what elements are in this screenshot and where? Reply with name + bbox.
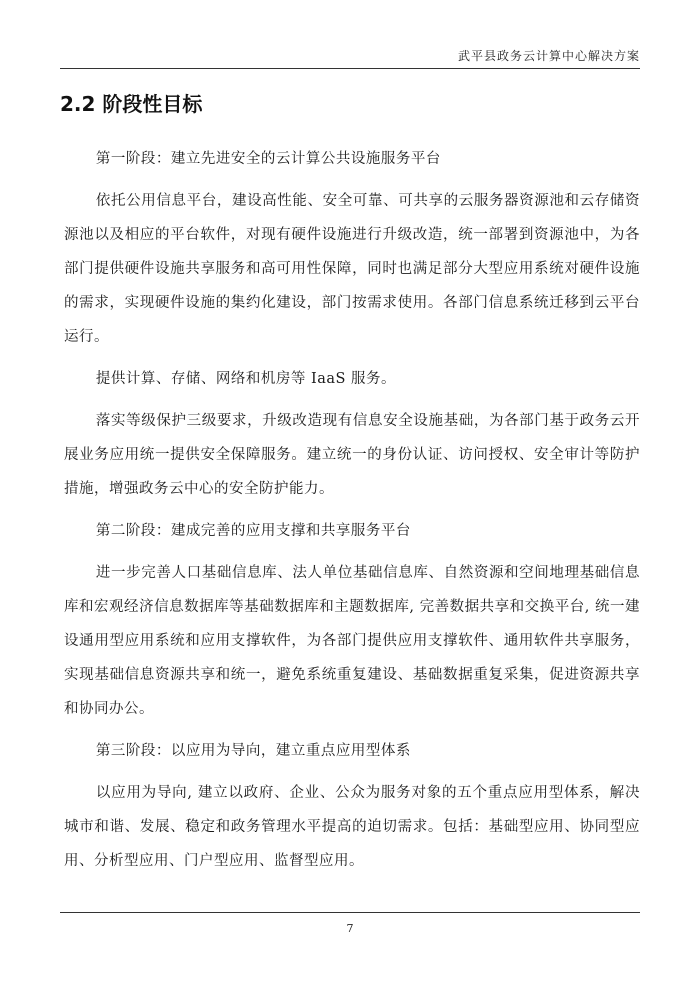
page-body (60, 88, 640, 886)
stage-one-heading: 第一阶段：建立先进安全的云计算公共设施服务平台 (95, 151, 441, 167)
stage-two-heading: 第二阶段：建成完善的应用支撑和共享服务平台 (95, 523, 411, 539)
body-paragraph: 依托公用信息平台，建设高性能、安全可靠、可共享的云服务器资源池和云存储资源池以及相应的平台软件，对现有硬件设施进行升级改造，统一部署到资源池中，为各部门提供硬件设施共享服务和高可用性保障，同时也满足部分大型应用系统对硬件设施的需求，实现硬件设施的集约化建设，部门按需求使用。各部门信息系统迁移到云平台运行。 (64, 193, 640, 345)
body-paragraph: 进一步完善人口基础信息库、法人单位基础信息库、自然资源和空间地理基础信息库和宏观经济信息数据库等基础数据库和主题数据库, 完善数据共享和交换平台, 统一建设通用型应用系统和应用支撑软件，为各部门提供应用支撑软件、通用软件共享服务，实现基础信息资源共享和统一，避免系统重复建设、基础数据重复采集，促进资源共享和协同办公。 (64, 565, 640, 717)
footer-divider (60, 912, 640, 913)
header-divider (60, 68, 640, 69)
body-paragraph: 落实等级保护三级要求，升级改造现有信息安全设施基础，为各部门基于政务云开展业务应用统一提供安全保障服务。建立统一的身份认证、访问授权、安全审计等防护措施，增强政务云中心的安全防护能力。 (64, 413, 640, 497)
section-title: 2.2 阶段性目标 (60, 92, 203, 116)
page-number: 7 (346, 922, 354, 935)
body-paragraph: 以应用为导向, 建立以政府、企业、公众为服务对象的五个重点应用型体系，解决城市和谐、发展、稳定和政务管理水平提高的迫切需求。包括：基础型应用、协同型应用、分析型应用、门户型应用、监督型应用。 (64, 785, 640, 869)
body-paragraph: 提供计算、存储、网络和机房等 IaaS 服务。 (95, 371, 397, 387)
stage-three-heading: 第三阶段：以应用为导向，建立重点应用型体系 (95, 743, 411, 759)
page-footer (60, 912, 640, 972)
page-header (60, 0, 640, 74)
document-title: 武平县政务云计算中心解决方案 (457, 49, 640, 63)
